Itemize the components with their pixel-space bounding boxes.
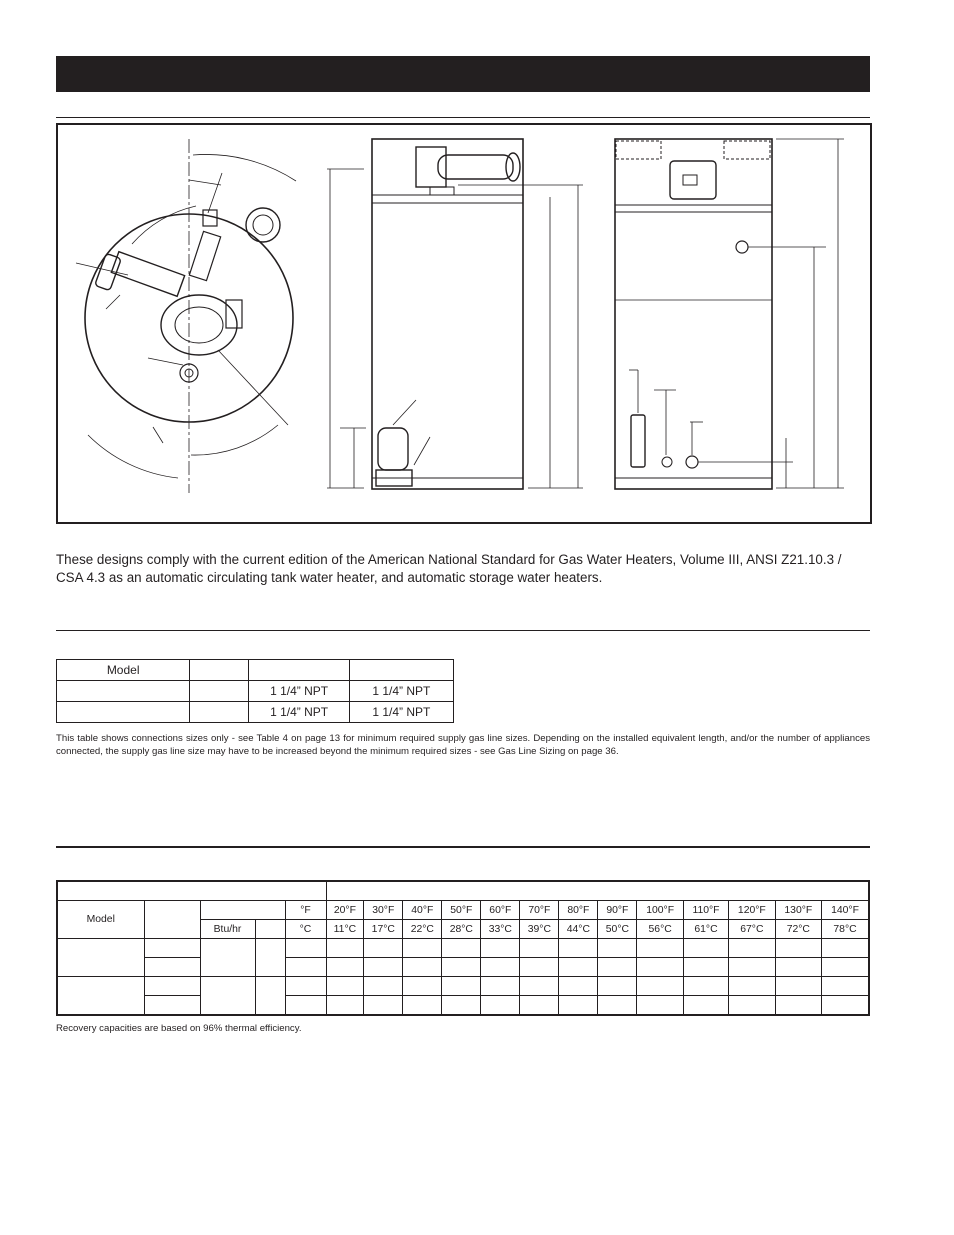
recovery-rule [56,846,870,848]
table-header-cell: Model [57,660,190,681]
table-cell [255,977,285,1016]
unit-f-header: °F [285,901,326,920]
connections-table [56,659,454,723]
connections-rule [56,630,870,631]
recovery-table [56,880,870,1016]
temp-c-cell: 72°C [775,920,821,939]
table-group-header [57,881,326,901]
table-group-header [326,881,869,901]
table-row [57,977,869,996]
temp-c-cell: 56°C [637,920,683,939]
table-cell [57,681,190,702]
temp-f-cell: 40°F [403,901,442,920]
temp-c-cell: 61°C [683,920,728,939]
model-header: Model [57,901,144,939]
table-cell: 1 1/4” NPT [349,702,453,723]
temp-f-cell: 140°F [822,901,869,920]
temp-f-cell: 130°F [775,901,821,920]
unit-c-header: °C [285,920,326,939]
temp-c-cell: 44°C [559,920,598,939]
table-row [57,939,869,958]
temp-c-cell: 39°C [520,920,559,939]
temp-f-cell: 80°F [559,901,598,920]
temp-f-cell: 30°F [364,901,403,920]
temp-f-cell: 60°F [481,901,520,920]
temp-c-cell: 28°C [442,920,481,939]
table-cell [57,939,144,977]
temp-c-cell: 78°C [822,920,869,939]
table-row [57,996,869,1016]
section-header-bar [56,56,870,92]
table-cell [144,958,200,977]
table-header-cell [249,660,349,681]
table-cell [285,977,326,996]
dimension-diagram [56,123,872,524]
temp-c-cell: 33°C [481,920,520,939]
table-cell [255,939,285,977]
front-view [327,139,583,489]
header-rule [56,117,870,118]
table-cell [144,996,200,1016]
table-cell [200,977,255,1016]
temp-f-cell: 90°F [598,901,637,920]
input-unit-header: Btu/hr [200,920,255,939]
table-row [57,681,454,702]
temp-c-cell: 50°C [598,920,637,939]
table-cell [57,977,144,1016]
recovery-note: Recovery capacities are based on 96% thermal efficiency. [56,1023,302,1034]
table-cell [190,702,249,723]
temp-f-cell: 70°F [520,901,559,920]
table-cell [144,977,200,996]
table-row [57,958,869,977]
top-view [76,139,296,493]
temp-c-cell: 67°C [729,920,775,939]
temp-f-cell: 110°F [683,901,728,920]
temp-f-cell: 100°F [637,901,683,920]
table-cell [144,939,200,958]
table-cell [285,996,326,1016]
table-group-row [57,881,869,901]
compliance-statement: These designs comply with the current edition of the American National Standard for Gas Water Heaters, Volume III, ANSI Z21.10.3 / CSA 4.3 as an automatic circulating tank water heater, and automatic storage water heaters. [56,552,842,585]
table-cell: 1 1/4” NPT [249,681,349,702]
table-header-cell [144,901,200,939]
temp-f-cell: 120°F [729,901,775,920]
table-header-row [57,660,454,681]
table-header-cell [255,920,285,939]
temp-c-cell: 22°C [403,920,442,939]
table-cell [190,681,249,702]
table-header-cell [200,901,285,920]
table-header-cell [190,660,249,681]
table-cell: 1 1/4” NPT [249,702,349,723]
temp-c-cell: 17°C [364,920,403,939]
table-cell [200,939,255,977]
table-row [57,702,454,723]
side-view [615,139,844,489]
table-cell [57,702,190,723]
table-header-cell [349,660,453,681]
water-heater-drawing [58,125,870,522]
table-cell: 1 1/4” NPT [349,681,453,702]
temp-c-cell: 11°C [326,920,364,939]
table-header-row-f [57,901,869,920]
table-cell [285,939,326,958]
table-cell [285,958,326,977]
connections-note: This table shows connections sizes only - see Table 4 on page 13 for minimum required supply gas line sizes. Depending on the installed equivalent length, and/or the number of appliances connected, the supply gas line size may have to be increased beyond the minimum required sizes - see Gas Line Sizing on page 36. [56,733,870,757]
temp-f-cell: 20°F [326,901,364,920]
temp-f-cell: 50°F [442,901,481,920]
